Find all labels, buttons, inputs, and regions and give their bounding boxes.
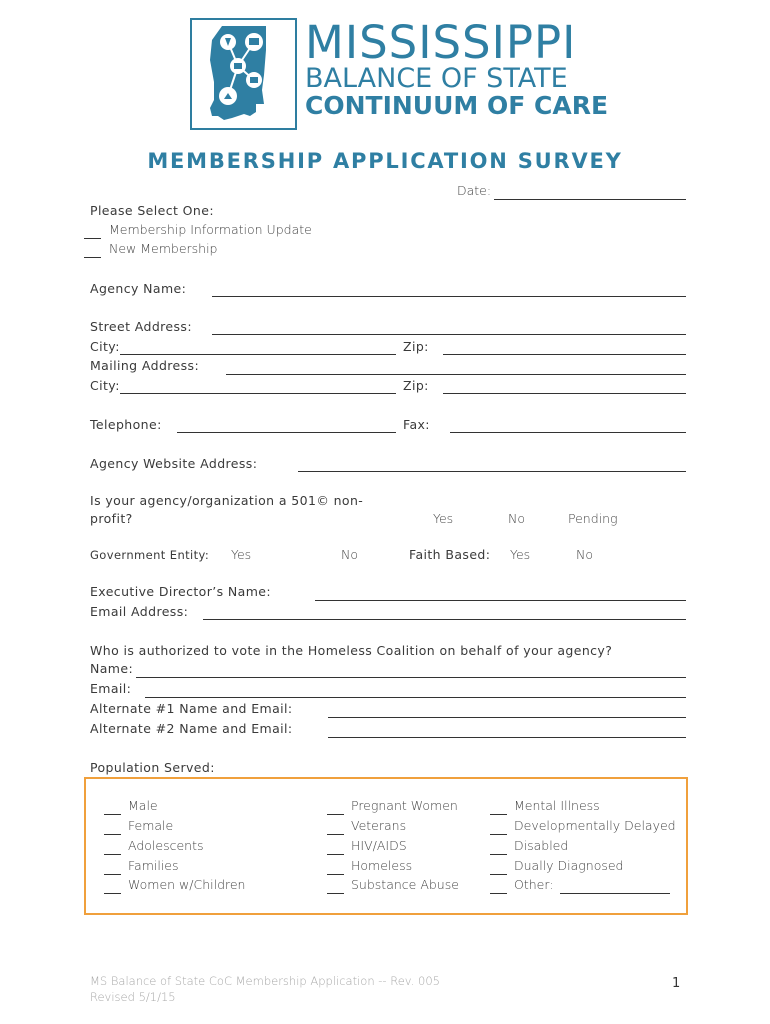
government-yes-option[interactable]: Yes: [231, 547, 252, 562]
families-checkbox[interactable]: [104, 874, 121, 875]
adolescents-label: Adolescents: [128, 838, 204, 853]
mississippi-map-icon: [192, 20, 295, 128]
voting-question: Who is authorized to vote in the Homeless Coalition on behalf of your agency?: [90, 643, 613, 658]
fax-field[interactable]: [450, 432, 686, 433]
hiv-aids-label: HIV/AIDS: [351, 838, 407, 853]
disabled-label: Disabled: [514, 838, 569, 853]
nonprofit-no-option[interactable]: No: [508, 511, 525, 526]
alternate-2-field[interactable]: [328, 737, 686, 738]
voter-name-field[interactable]: [136, 677, 686, 678]
women-children-label: Women w/Children: [128, 877, 246, 892]
website-field[interactable]: [298, 471, 686, 472]
other-field[interactable]: [560, 893, 670, 894]
voter-name-label: Name:: [90, 661, 134, 676]
disabled-checkbox[interactable]: [490, 854, 507, 855]
mailing-city-field[interactable]: [120, 393, 396, 394]
mailing-zip-field[interactable]: [443, 393, 686, 394]
zip-field[interactable]: [443, 354, 686, 355]
mailing-address-field[interactable]: [226, 374, 686, 375]
alternate-1-field[interactable]: [328, 717, 686, 718]
agency-name-label: Agency Name:: [90, 281, 187, 296]
logo-line-2: BALANCE OF STATE: [305, 63, 568, 94]
date-label: Date:: [457, 183, 492, 198]
hiv-aids-checkbox[interactable]: [327, 854, 344, 855]
faith-yes-option[interactable]: Yes: [510, 547, 531, 562]
fax-label: Fax:: [403, 417, 430, 432]
new-membership-checkbox[interactable]: [84, 257, 101, 258]
membership-update-label: Membership Information Update: [109, 222, 312, 237]
select-one-heading: Please Select One:: [90, 203, 214, 218]
logo-line-3: CONTINUUM OF CARE: [305, 91, 609, 120]
families-label: Families: [128, 858, 179, 873]
membership-update-checkbox[interactable]: [84, 238, 101, 239]
population-heading: Population Served:: [90, 760, 215, 775]
veterans-label: Veterans: [351, 818, 407, 833]
footer-revision: MS Balance of State CoC Membership Application -- Rev. 005: [90, 974, 440, 988]
homeless-label: Homeless: [351, 858, 413, 873]
mailing-zip-label: Zip:: [403, 378, 429, 393]
city-field[interactable]: [120, 354, 396, 355]
female-checkbox[interactable]: [104, 834, 121, 835]
director-name-label: Executive Director’s Name:: [90, 584, 271, 599]
street-address-field[interactable]: [212, 334, 686, 335]
nonprofit-question-line2: profit?: [90, 511, 133, 526]
nonprofit-pending-option[interactable]: Pending: [568, 511, 618, 526]
developmentally-delayed-checkbox[interactable]: [490, 834, 507, 835]
other-checkbox[interactable]: [490, 893, 507, 894]
city-label: City:: [90, 339, 120, 354]
director-email-field[interactable]: [203, 619, 686, 620]
male-label: Male: [128, 798, 158, 813]
alternate-1-label: Alternate #1 Name and Email:: [90, 701, 293, 716]
footer-revised-date: Revised 5/1/15: [90, 990, 176, 1004]
telephone-field[interactable]: [177, 432, 396, 433]
website-label: Agency Website Address:: [90, 456, 258, 471]
mailing-address-label: Mailing Address:: [90, 358, 200, 373]
women-children-checkbox[interactable]: [104, 893, 121, 894]
street-address-label: Street Address:: [90, 319, 192, 334]
logo-line-1: MISSISSIPPI: [305, 16, 577, 69]
developmentally-delayed-label: Developmentally Delayed: [514, 818, 676, 833]
female-label: Female: [128, 818, 174, 833]
faith-based-label: Faith Based:: [409, 547, 491, 562]
nonprofit-question-line1: Is your agency/organization a 501© non-: [90, 493, 364, 508]
director-email-label: Email Address:: [90, 604, 189, 619]
logo-frame: [190, 18, 297, 130]
alternate-2-label: Alternate #2 Name and Email:: [90, 721, 293, 736]
dually-diagnosed-label: Dually Diagnosed: [514, 858, 624, 873]
voter-email-field[interactable]: [145, 697, 686, 698]
substance-abuse-checkbox[interactable]: [327, 893, 344, 894]
zip-label: Zip:: [403, 339, 429, 354]
homeless-checkbox[interactable]: [327, 874, 344, 875]
page-title: MEMBERSHIP APPLICATION SURVEY: [147, 149, 623, 173]
date-field[interactable]: [494, 199, 686, 200]
other-label: Other:: [514, 877, 554, 892]
pregnant-women-label: Pregnant Women: [351, 798, 458, 813]
nonprofit-yes-option[interactable]: Yes: [433, 511, 454, 526]
mailing-city-label: City:: [90, 378, 120, 393]
director-name-field[interactable]: [315, 600, 686, 601]
mental-illness-label: Mental Illness: [514, 798, 600, 813]
pregnant-women-checkbox[interactable]: [327, 814, 344, 815]
substance-abuse-label: Substance Abuse: [351, 877, 459, 892]
page-number: 1: [672, 976, 681, 991]
government-no-option[interactable]: No: [341, 547, 358, 562]
veterans-checkbox[interactable]: [327, 834, 344, 835]
government-entity-label: Government Entity:: [90, 548, 210, 562]
adolescents-checkbox[interactable]: [104, 854, 121, 855]
dually-diagnosed-checkbox[interactable]: [490, 874, 507, 875]
agency-name-field[interactable]: [212, 296, 686, 297]
voter-email-label: Email:: [90, 681, 132, 696]
telephone-label: Telephone:: [90, 417, 162, 432]
new-membership-label: New Membership: [109, 241, 218, 256]
male-checkbox[interactable]: [104, 814, 121, 815]
mental-illness-checkbox[interactable]: [490, 814, 507, 815]
faith-no-option[interactable]: No: [576, 547, 593, 562]
